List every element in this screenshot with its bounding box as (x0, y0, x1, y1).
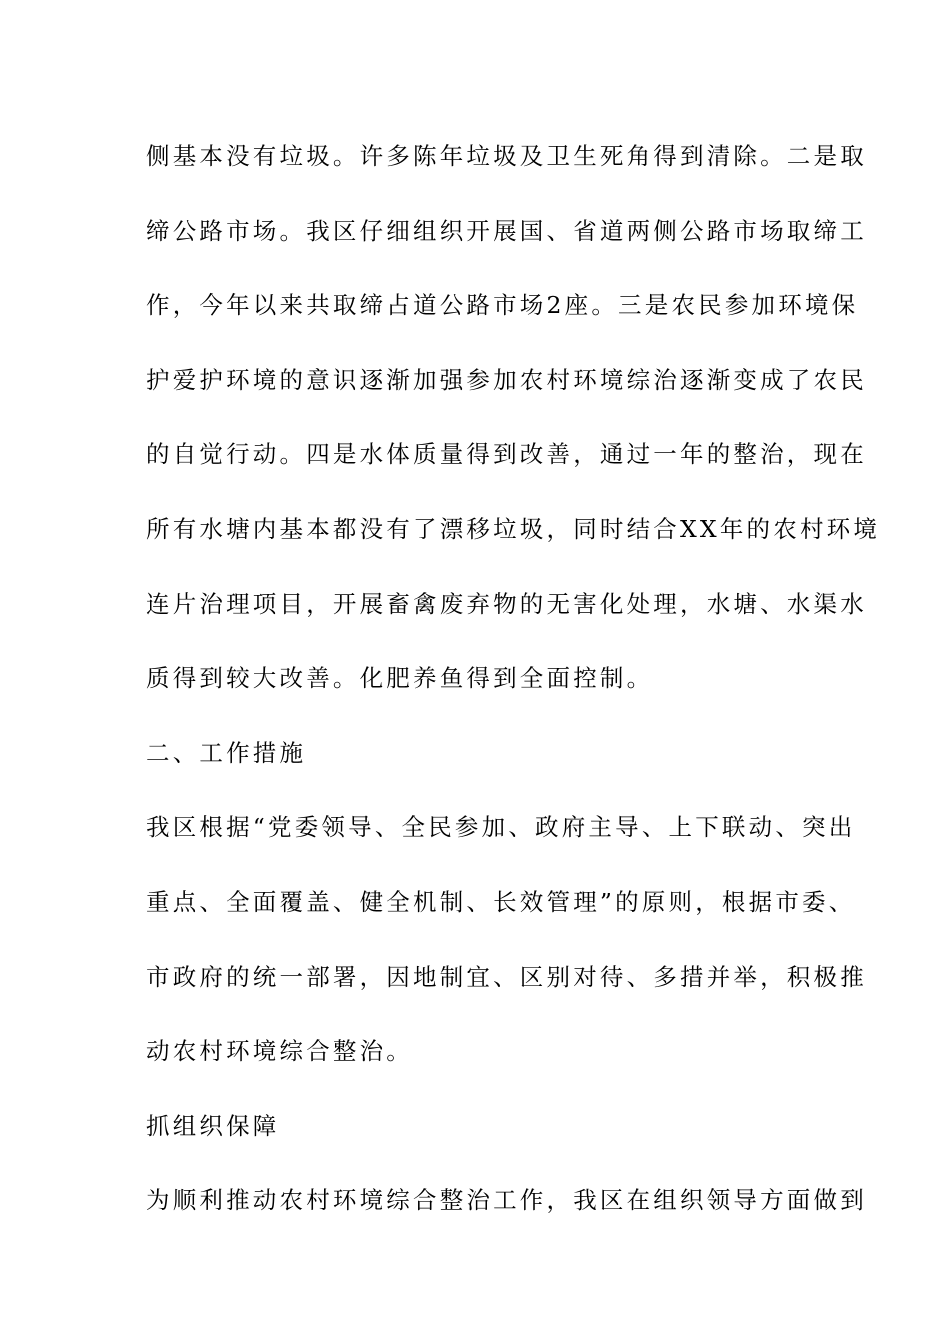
text-line-6: 所有水塘内基本都没有了漂移垃圾，同时结合XX年的农村环境 (146, 514, 881, 543)
text-line-3: 作，今年以来共取缔占道公路市场2座。三是农民参加环境保 (146, 291, 859, 320)
text-line-7: 连片治理项目，开展畜禽废弃物的无害化处理，水塘、水渠水 (146, 589, 867, 618)
text-line-13: 动农村环境综合整治。 (146, 1037, 413, 1066)
text-line-2: 缔公路市场。我区仔细组织开展国、省道两侧公路市场取缔工 (146, 216, 867, 245)
text-line-10: 我区根据“党委领导、全民参加、政府主导、上下联动、突出 (146, 813, 856, 842)
text-line-12: 市政府的统一部署，因地制宜、区别对待、多措并举，积极推 (146, 962, 867, 991)
text-line-8: 质得到较大改善。化肥养鱼得到全面控制。 (146, 664, 654, 693)
section-heading-work-measures: 二、工作措施 (146, 738, 307, 767)
text-line-15: 为顺利推动农村环境综合整治工作，我区在组织领导方面做到 (146, 1186, 867, 1215)
text-line-11: 重点、全面覆盖、健全机制、长效管理”的原则，根据市委、 (146, 887, 856, 916)
text-line-5: 的自觉行动。四是水体质量得到改善，通过一年的整治，现在 (146, 440, 867, 469)
document-body (146, 132, 881, 1251)
subheading-organization-guarantee: 抓组织保障 (146, 1111, 280, 1140)
text-line-1: 侧基本没有垃圾。许多陈年垃圾及卫生死角得到清除。二是取 (146, 142, 867, 170)
text-line-4: 护爱护环境的意识逐渐加强参加农村环境综治逐渐变成了农民 (146, 365, 867, 394)
